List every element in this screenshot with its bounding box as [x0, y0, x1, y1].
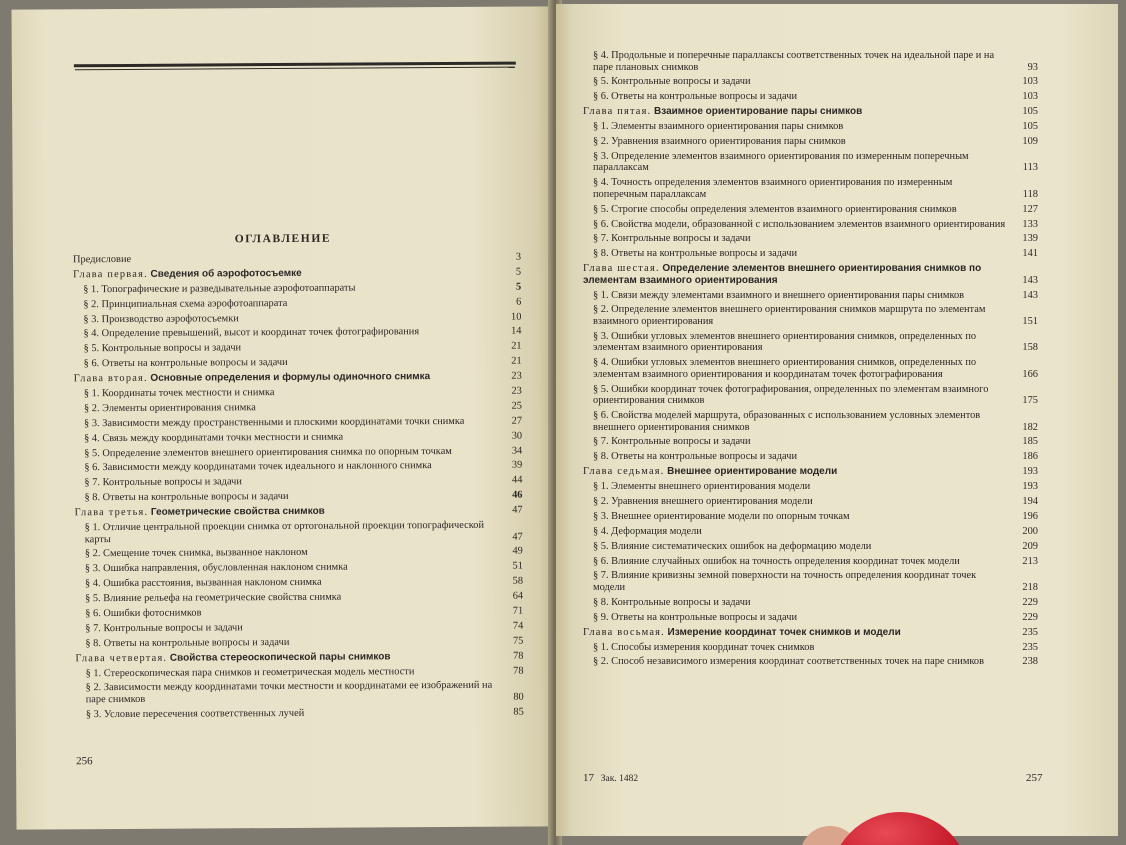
toc-section: [583, 612, 1038, 624]
page-ref: 182: [1022, 421, 1038, 433]
entry-text: § 1. Элементы внешнего ориентирования модели: [593, 481, 811, 493]
page-ref: 213: [1022, 555, 1038, 567]
toc-section: [75, 635, 523, 649]
signature-number: 17: [583, 772, 594, 784]
entry-text: § 4. Связь между координатами точки местности и снимка: [84, 431, 344, 444]
chapter-title: Геометрические свойства снимков: [150, 505, 325, 518]
entry-text: § 2. Способ независимого измерения координат соответственных точек на паре снимков: [593, 656, 985, 668]
chapter-label: Глава шестая.: [583, 263, 660, 275]
entry-text: § 3. Определение элементов взаимного ориентирования по измеренным поперечным параллаксам: [593, 150, 969, 174]
toc-section: [74, 490, 522, 504]
page-ref: 194: [1022, 495, 1038, 507]
entry-text: § 5. Определение элементов внешнего ориентирования снимка по опорным точкам: [84, 445, 452, 459]
page-number-left: 256: [76, 755, 93, 768]
page-ref: 78: [513, 650, 524, 662]
entry-text: § 1. Координаты точек местности и снимка: [83, 387, 275, 400]
page-ref: 196: [1022, 510, 1038, 522]
toc-section: [583, 357, 1038, 380]
toc-list-left: [73, 252, 524, 724]
toc-section: [583, 481, 1038, 493]
toc-section: [75, 561, 523, 575]
entry-text: § 3. Условие пересечения соответственных лучей: [85, 707, 305, 721]
toc-chapter: [73, 266, 521, 280]
chapter-title: Измерение координат точек снимков и модели: [667, 626, 901, 638]
toc-section: [74, 341, 522, 355]
entry-text: § 8. Ответы на контрольные вопросы и задачи: [593, 451, 798, 463]
page-ref: 218: [1022, 581, 1038, 593]
entry-text: § 3. Ошибка направления, обусловленная наклоном снимка: [84, 561, 348, 575]
entry-text: § 8. Ответы на контрольные вопросы и задачи: [85, 636, 290, 649]
page-ref: 93: [1027, 61, 1038, 73]
page-ref: 14: [511, 326, 522, 338]
entry-text: § 6. Свойства моделей маршрута, образованных с использованием условных элементов внешнего ориентирования снимков: [593, 410, 981, 433]
chapter-title: Основные определения и формулы одиночного снимка: [150, 371, 431, 384]
entry-text: § 8. Ответы на контрольные вопросы и задачи: [84, 491, 289, 504]
entry-text: § 7. Контрольные вопросы и задачи: [593, 233, 751, 245]
entry-text: § 5. Ошибки координат точек фотографирования, определенных по элементам взаимного ориентирования снимков: [593, 383, 989, 407]
entry-text: § 4. Определение превышений, высот и координат точек фотографирования: [83, 326, 420, 340]
entry-text: § 1. Топографические и разведывательные аэрофотоаппараты: [83, 282, 356, 296]
chapter-title: Сведения об аэрофотосъемке: [150, 267, 302, 280]
toc-section: [583, 496, 1038, 508]
entry-text: § 4. Точность определения элементов взаимного ориентирования по измеренным поперечным параллаксам: [593, 177, 953, 200]
entry-text: § 6. Свойства модели, образованной с использованием элементов взаимного ориентирования: [593, 218, 1006, 230]
entry-text: § 5. Строгие способы определения элементов взаимного ориентирования снимков: [593, 203, 957, 215]
toc-section: [73, 296, 521, 310]
header-rule: [74, 62, 516, 68]
entry-text: § 6. Ошибки фотоснимков: [85, 607, 202, 620]
toc-section: [583, 451, 1038, 463]
entry-text: § 7. Влияние кривизны земной поверхности на точность определения координат точек модели: [593, 570, 977, 593]
toc-section: [76, 706, 524, 720]
entry-text: § 4. Ошибка расстояния, вызванная наклоном снимка: [84, 576, 322, 590]
page-ref: 51: [512, 560, 523, 572]
entry-text: § 2. Зависимости между координатами точки местности и координатами ее изображений на паре снимков: [85, 680, 493, 706]
page-ref: 118: [1022, 188, 1038, 200]
entry-text: § 5. Влияние рельефа на геометрические свойства снимка: [85, 591, 342, 605]
toc-section: [74, 430, 522, 444]
page-ref: 21: [511, 355, 522, 367]
page-ref: 27: [511, 415, 523, 427]
page-ref: 74: [512, 620, 524, 632]
toc-section: [75, 546, 523, 560]
toc-section: [583, 177, 1038, 200]
page-ref: 80: [513, 691, 524, 703]
entry-text: § 5. Контрольные вопросы и задачи: [83, 342, 242, 355]
page-ref: 151: [1022, 315, 1038, 327]
toc-section: [75, 606, 523, 620]
toc-section: [73, 326, 521, 340]
page-ref: 193: [1022, 481, 1038, 493]
entry-text: § 1. Стереоскопическая пара снимков и геометрическая модель местности: [85, 665, 415, 679]
entry-text: § 5. Контрольные вопросы и задачи: [593, 76, 751, 88]
page-ref: 3: [515, 251, 522, 263]
page-ref: 21: [511, 340, 522, 352]
toc-chapter: [74, 371, 522, 385]
entry-text: § 7. Контрольные вопросы и задачи: [84, 476, 242, 489]
toc-section: [583, 219, 1038, 231]
right-page: [556, 4, 1118, 836]
page-ref: 49: [512, 545, 523, 558]
toc-section: [583, 136, 1038, 148]
page-ref: 39: [511, 460, 523, 472]
page-ref: 46: [512, 489, 523, 501]
page-ref: 185: [1022, 436, 1038, 448]
toc-section: [76, 680, 524, 706]
page-ref: 47: [512, 504, 523, 516]
page-ref: 229: [1022, 611, 1038, 623]
page-ref: 209: [1022, 540, 1038, 552]
toc-section: [75, 620, 523, 634]
toc-section: [583, 76, 1038, 88]
page-ref: 109: [1022, 135, 1038, 147]
entry-text: § 9. Ответы на контрольные вопросы и задачи: [593, 611, 798, 623]
chapter-title: Взаимное ориентирование пары снимков: [654, 106, 863, 118]
toc-section: [74, 475, 522, 489]
entry-text: § 3. Ошибки угловых элементов внешнего ориентирования снимков, определенных по элементам взаимного ориентирования: [593, 330, 977, 354]
page-number-right: 257: [1026, 772, 1043, 784]
toc-section: [583, 597, 1038, 609]
toc-section: [74, 400, 522, 414]
entry-text: § 2. Уравнения внешнего ориентирования модели: [593, 495, 813, 507]
chapter-label: Глава пятая.: [583, 106, 652, 118]
page-ref: 105: [1022, 121, 1038, 133]
toc-section: [583, 570, 1038, 593]
page-ref: 200: [1022, 525, 1038, 537]
chapter-title: Определение элементов внешнего ориентирования снимков по элементам взаимного ориентирования: [583, 263, 982, 286]
toc-section: [583, 436, 1038, 448]
entry-text: § 2. Элементы ориентирования снимка: [83, 402, 256, 415]
toc-section: [583, 526, 1038, 538]
page-ref: 166: [1022, 368, 1038, 380]
entry-text: § 2. Определение элементов внешнего ориентирования снимков маршрута по элементам взаимного ориентирования: [593, 304, 986, 327]
toc-section: [76, 665, 524, 679]
page-ref: 78: [513, 665, 524, 677]
page-ref: 23: [511, 370, 522, 382]
toc-section: [74, 356, 522, 370]
page-ref: 186: [1022, 451, 1038, 463]
page-ref: 71: [512, 605, 524, 617]
page-ref: 229: [1022, 596, 1038, 608]
page-ref: 113: [1022, 162, 1038, 174]
page-ref: 139: [1022, 233, 1038, 245]
toc-section: [583, 384, 1038, 407]
page-ref: 58: [512, 575, 524, 587]
entry-text: § 1. Способы измерения координат точек снимков: [593, 641, 815, 653]
toc-section: [583, 656, 1038, 668]
entry-text: § 3. Производство аэрофотосъемки: [83, 312, 239, 325]
toc-chapter: [75, 650, 523, 664]
entry-text: § 4. Ошибки угловых элементов внешнего ориентирования снимков, определенных по элементам взаимного ориентирования и координатам точек фотографирования: [593, 357, 977, 380]
page-ref: 175: [1022, 395, 1038, 407]
entry-text: § 3. Внешнее ориентирование модели по опорным точкам: [593, 510, 850, 522]
toc-section: [583, 556, 1038, 568]
toc-section: [73, 281, 521, 295]
page-ref: 103: [1022, 76, 1038, 88]
chapter-label: Глава первая.: [73, 268, 148, 281]
page-ref: 143: [1022, 289, 1038, 301]
chapter-label: Глава вторая.: [73, 372, 148, 385]
toc-section: [583, 204, 1038, 216]
toc-section: [583, 642, 1038, 654]
toc-section: [583, 151, 1038, 174]
chapter-title: Свойства стереоскопической пары снимков: [169, 651, 391, 664]
page-ref: 238: [1022, 656, 1038, 668]
order-mark: Зак. 1482: [600, 774, 639, 784]
toc-section: [75, 591, 523, 605]
page-ref: 30: [511, 430, 523, 442]
toc-section: [583, 248, 1038, 260]
entry-text: § 1. Отличие центральной проекции снимка от ортогональной проекции топографической карты: [84, 519, 485, 545]
page-ref: 6: [516, 296, 522, 308]
toc-section: [73, 311, 521, 325]
left-page: [12, 6, 557, 829]
toc-chapter: [583, 627, 1038, 639]
chapter-label: Глава восьмая.: [583, 626, 665, 638]
page-ref: 103: [1022, 91, 1038, 103]
entry-text: § 1. Элементы взаимного ориентирования пары снимков: [593, 121, 844, 133]
entry-text: § 8. Ответы на контрольные вопросы и задачи: [593, 248, 798, 260]
toc-section: [75, 576, 523, 590]
page-ref: 5: [515, 281, 522, 293]
page-ref: 47: [512, 531, 523, 543]
toc-section: [583, 410, 1038, 433]
toc-chapter: [583, 466, 1038, 478]
page-ref: 75: [512, 635, 524, 647]
chapter-label: Глава третья.: [74, 506, 149, 519]
page-ref: 133: [1022, 218, 1038, 230]
page-ref: 127: [1022, 203, 1038, 215]
toc-section: [583, 290, 1038, 302]
entry-text: § 7. Контрольные вопросы и задачи: [593, 436, 751, 448]
page-ref: 25: [511, 400, 522, 412]
toc-section: [583, 50, 1038, 73]
entry-text: Предисловие: [72, 253, 132, 266]
page-ref: 193: [1022, 466, 1038, 478]
toc-section: [583, 121, 1038, 133]
entry-text: § 6. Влияние случайных ошибок на точность определения координат точек модели: [593, 555, 960, 567]
toc-section: [74, 415, 522, 429]
page-ref: 23: [511, 385, 522, 397]
toc-chapter: [583, 263, 1038, 286]
page-ref: 158: [1022, 342, 1038, 354]
entry-text: § 3. Зависимости между пространственными и плоскими координатами точки снимка: [83, 415, 465, 430]
page-ref: 64: [512, 590, 524, 602]
page-ref: 105: [1022, 106, 1038, 118]
toc-chapter: [75, 505, 523, 519]
chapter-label: Глава седьмая.: [583, 466, 665, 478]
entry-text: § 4. Продольные и поперечные параллаксы соответственных точек на идеальной паре и на паре плановых снимков: [593, 50, 995, 73]
toc-section: [583, 541, 1038, 553]
entry-text: § 8. Контрольные вопросы и задачи: [593, 596, 751, 608]
entry-text: § 4. Деформация модели: [593, 525, 702, 537]
toc-section: [74, 445, 522, 459]
entry-text: § 1. Связи между элементами взаимного и внешнего ориентирования пары снимков: [593, 289, 965, 301]
toc-section: [74, 460, 522, 474]
page-ref: 235: [1022, 641, 1038, 653]
page-ref: 34: [511, 445, 523, 457]
toc-section: [74, 386, 522, 400]
toc-chapter: [583, 106, 1038, 118]
entry-text: § 2. Смещение точек снимка, вызванное наклоном: [84, 547, 308, 560]
page-ref: 10: [510, 311, 522, 323]
entry-text: § 6. Ответы на контрольные вопросы и задачи: [83, 357, 288, 370]
signature-mark: [583, 772, 638, 784]
toc-section: [583, 511, 1038, 523]
entry-text: § 5. Влияние систематических ошибок на деформацию модели: [593, 540, 872, 552]
toc-section: [75, 520, 523, 546]
toc-section: [583, 91, 1038, 103]
page-ref: 5: [515, 266, 522, 278]
entry-text: § 2. Принципиальная схема аэрофотоаппарата: [83, 297, 288, 310]
page-ref: 44: [511, 474, 523, 486]
page-ref: 235: [1022, 626, 1038, 638]
toc-heading: ОГЛАВЛЕНИЕ: [234, 232, 332, 246]
entry-text: § 6. Ответы на контрольные вопросы и задачи: [593, 91, 798, 103]
toc-section: [583, 331, 1038, 354]
entry-text: § 7. Контрольные вопросы и задачи: [85, 622, 243, 635]
page-ref: 85: [513, 706, 524, 718]
entry-text: § 6. Зависимости между координатами точек идеального и наклонного снимка: [84, 460, 432, 474]
chapter-title: Внешнее ориентирование модели: [667, 466, 838, 478]
toc-list-right: [583, 50, 1038, 671]
page-ref: 143: [1022, 274, 1038, 286]
toc-section: [583, 233, 1038, 245]
toc-entry: [73, 252, 521, 266]
entry-text: § 2. Уравнения взаимного ориентирования пары снимков: [593, 135, 846, 147]
chapter-label: Глава четвертая.: [75, 652, 168, 664]
toc-section: [583, 304, 1038, 327]
page-ref: 141: [1022, 248, 1038, 260]
